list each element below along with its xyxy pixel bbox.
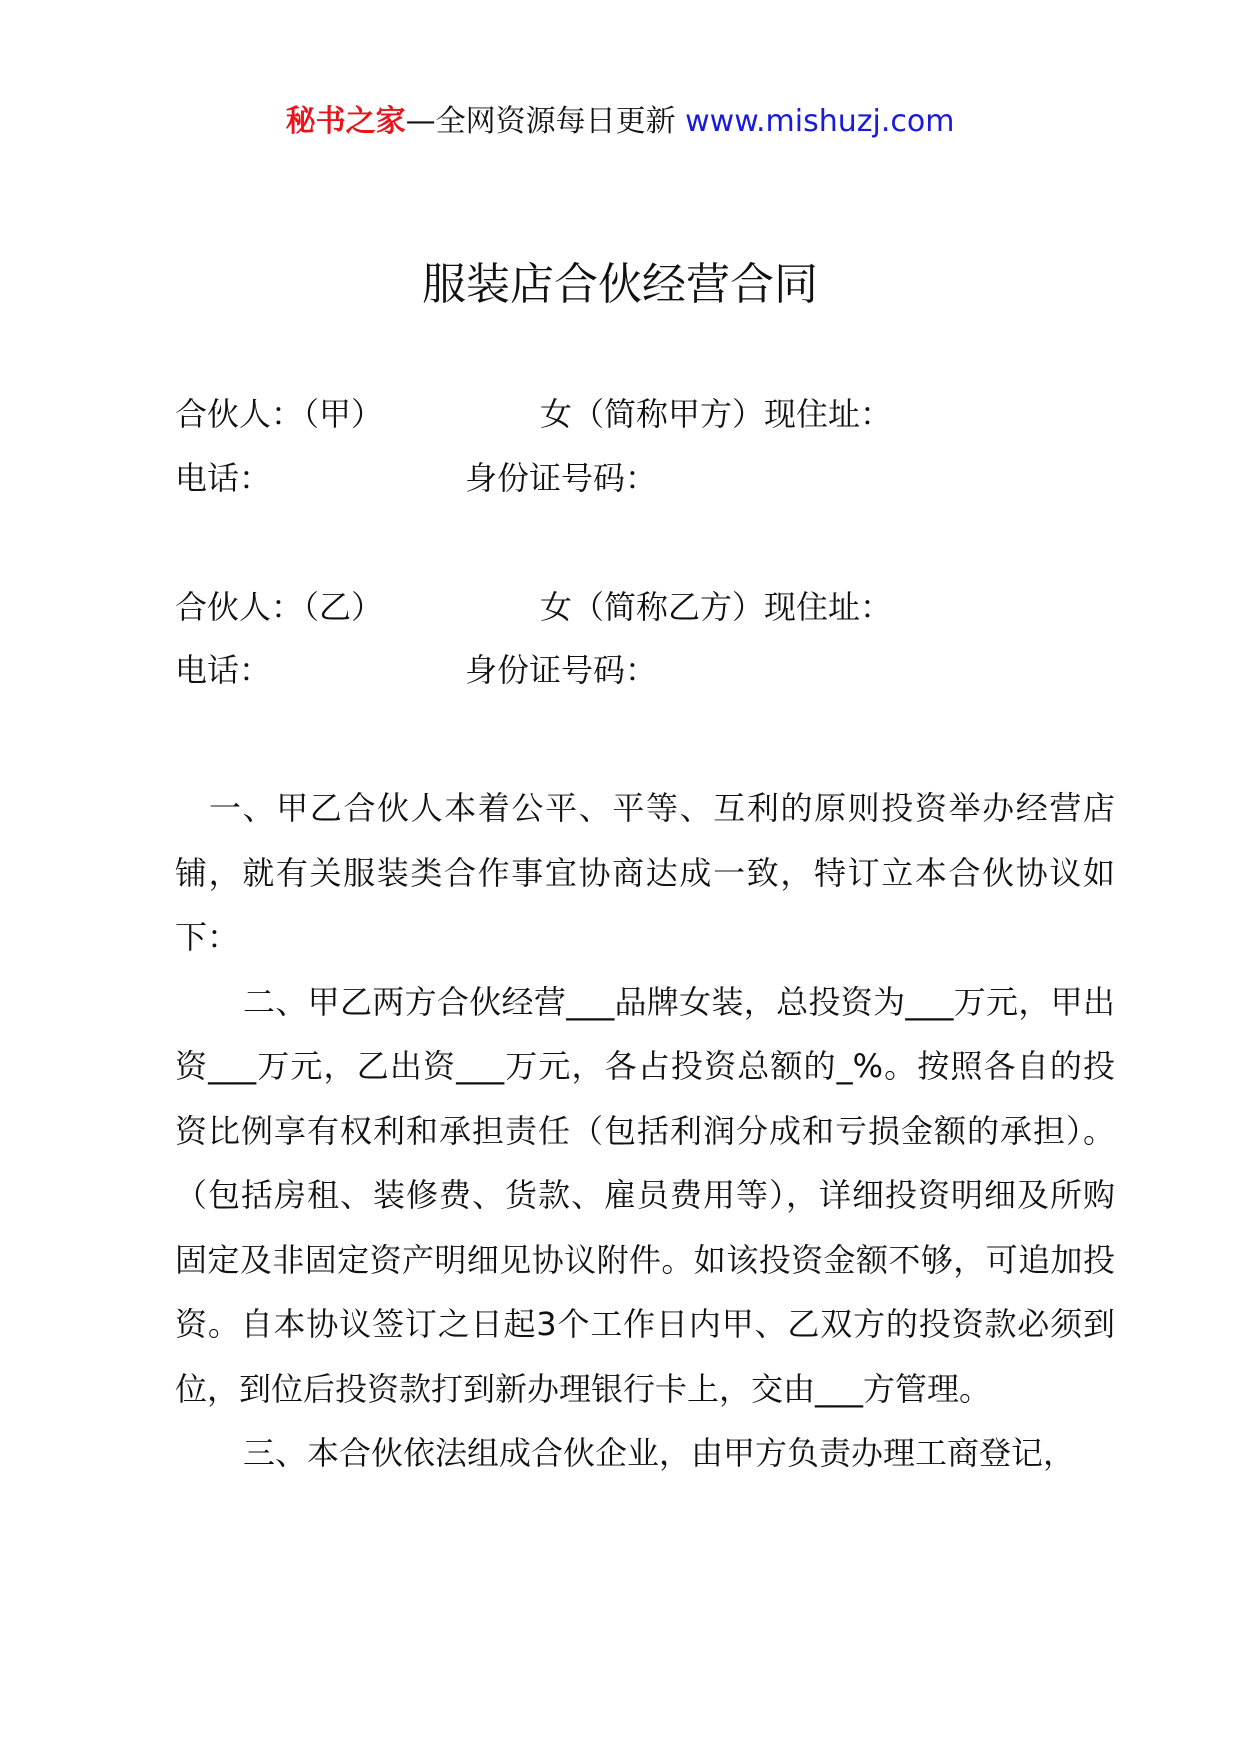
party-a-id-number: 身份证号码： [465,459,658,497]
clause-1: 一、甲乙合伙人本着公平、平等、互利的原则投资举办经营店铺，就有关服装类合作事宜协商达成一致，特订立本合伙协议如下： [175,789,1115,956]
party-b-gender-address: 女（简称乙方）现住址： [540,588,893,626]
party-a-gender-address: 女（简称甲方）现住址： [540,395,893,433]
brand-name: 秘书之家 [285,104,406,139]
party-a-phone: 电话： [175,459,272,497]
party-b-id-number: 身份证号码： [465,651,658,689]
site-url-link[interactable]: www.mishuzj.com [685,104,955,139]
site-header [0,100,1240,144]
contract-body [175,776,1115,1486]
party-b-phone: 电话： [175,651,272,689]
header-slogan: —全网资源每日更新 [405,104,676,139]
clause-2: 二、甲乙两方合伙经营___品牌女装，总投资为___万元，甲出资___万元，乙出资___万元，各占投资总额的_%。按照各自的投资比例享有权利和承担责任（包括利润分成和亏损金额的承担）。（包括房租、装修费、货款、雇员费用等），详细投资明细及所购固定及非固定资产明细见协议附件。如该投资金额不够，可追加投资。自本协议签订之日起3个工作日内甲、乙双方的投资款必须到位，到位后投资款打到新办理银行卡上，交由___方管理。 [175,982,1115,1408]
clause-3: 三、本合伙依法组成合伙企业，由甲方负责办理工商登记， [243,1434,1076,1472]
document-title: 服装店合伙经营合同 [422,259,818,310]
party-b-label: 合伙人：（乙） [175,588,384,626]
party-a-label: 合伙人：（甲） [175,395,384,433]
